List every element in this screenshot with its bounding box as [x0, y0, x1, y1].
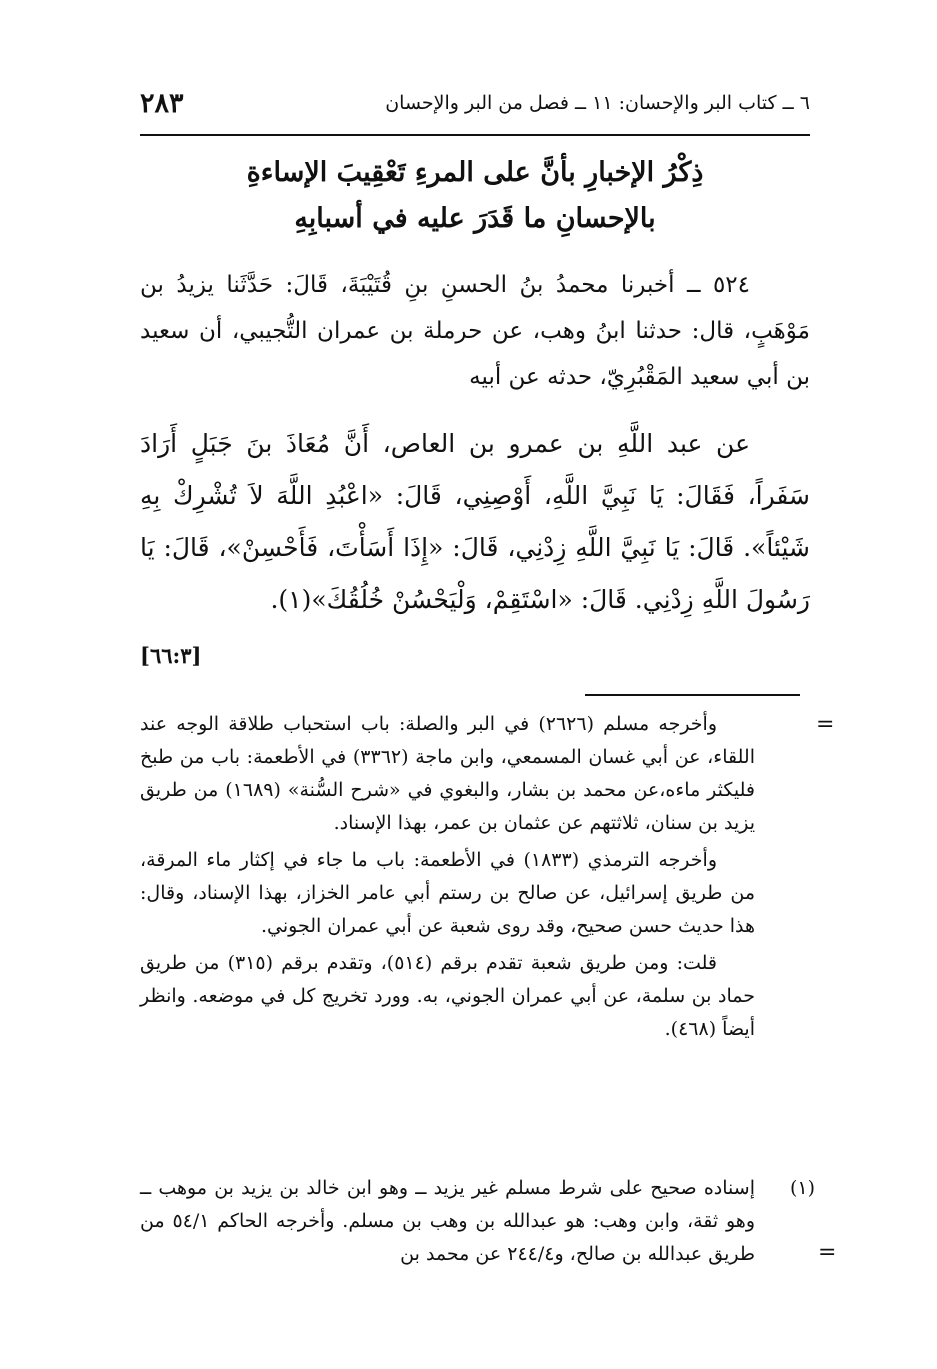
- header-rule: [140, 134, 810, 136]
- hadith-reference: [٦٦:٣]: [140, 643, 202, 668]
- footnote-1-text: إسناده صحيح على شرط مسلم غير يزيد ــ وهو ابن خالد بن يزيد بن موهب ــ وهو ثقة، وابن وهب: هو عبدالله بن وهب بن مسلم. وأخرجه الحاكم ٥٤/١ من طريق عبدالله بن صالح، و٢٤٤/٤ عن محمد بن: [140, 1177, 755, 1265]
- footnote-paragraph: وأخرجه الترمذي (١٨٣٣) في الأطعمة: باب ما جاء في إكثار ماء المرقة، من طريق إسرائيل، عن صالح بن رستم أبي عامر الخزاز، بهذا الإسناد، وقال: هذا حديث حسن صحيح، وقد روى شعبة عن أبي عمران الجوني.: [140, 849, 755, 937]
- footnote-paragraph: وأخرجه مسلم (٢٦٢٦) في البر والصلة: باب استحباب طلاقة الوجه عند اللقاء، عن أبي غسان المسمعي، وابن ماجة (٣٣٦٢) في الأطعمة: باب من طبخ فليكثر ماءه،عن محمد بن بشار، والبغوي في «شرح السُّنة» (١٦٨٩) من طريق يزيد بن سنان، ثلاثتهم عن عثمان بن عمر، بهذا الإسناد.: [140, 713, 756, 834]
- footnote-paragraph: قلت: ومن طريق شعبة تقدم برقم (٥١٤)، وتقدم برقم (٣١٥) من طريق حماد بن سلمة، عن أبي عمران الجوني، به. وورد تخريج كل في موضعه. وانظر أيضاً (٤٦٨).: [140, 952, 755, 1040]
- hadith-isnad: ٥٢٤ ــ أخبرنا محمدُ بنُ الحسنِ بنِ قُتَيْبَةَ، قَالَ: حَدَّثَنا يزيدُ بن مَوْهَبٍ، قال: حدثنا ابنُ وهب، عن حرملة بن عمران التُّجيبي، أن سعيد بن أبي سعيد المَقْبُرِيّ، حدثه عن أبيه: [140, 272, 810, 390]
- footnote-rule: [585, 694, 800, 696]
- heading-line-1: ذِكْرُ الإخبارِ بأنَّ على المرءِ تَعْقِيبَ الإساءةِ: [246, 157, 704, 188]
- running-title: ٦ ــ كتاب البر والإحسان: ١١ ــ فصل من البر والإحسان: [385, 92, 810, 114]
- running-head: [140, 88, 810, 128]
- footnote-marker: (١): [789, 1177, 815, 1199]
- continuation-mark-bottom: =: [818, 1240, 837, 1265]
- chapter-heading: [140, 150, 810, 242]
- hadith-matn: عن عبد اللَّهِ بن عمرو بن العاص، أَنَّ مُعَاذَ بنَ جَبَلٍ أَرَادَ سَفَراً، فَقَالَ: يَا نَبِيَّ اللَّهِ، أَوْصِنِي، قَالَ: «اعْبُدِ اللَّهَ لاَ تُشْرِكْ بِهِ شَيْئاً». قَالَ: يَا نَبِيَّ اللَّهِ زِدْنِي، قَالَ: «إِذَا أَسَأْتَ، فَأَحْسِنْ»، قَالَ: يَا رَسُولَ اللَّهِ زِدْنِي. قَالَ: «اسْتَقِمْ، وَلْيَحْسُنْ خُلُقُكَ»(١).: [140, 429, 810, 614]
- footnote-continuation: [140, 708, 755, 1050]
- heading-line-2: بالإحسانِ ما قَدَرَ عليه في أسبابِهِ: [294, 203, 656, 234]
- footnote-1: [140, 1172, 815, 1271]
- continuation-mark: =: [816, 712, 835, 737]
- page-number: ٢٨٣: [140, 88, 184, 119]
